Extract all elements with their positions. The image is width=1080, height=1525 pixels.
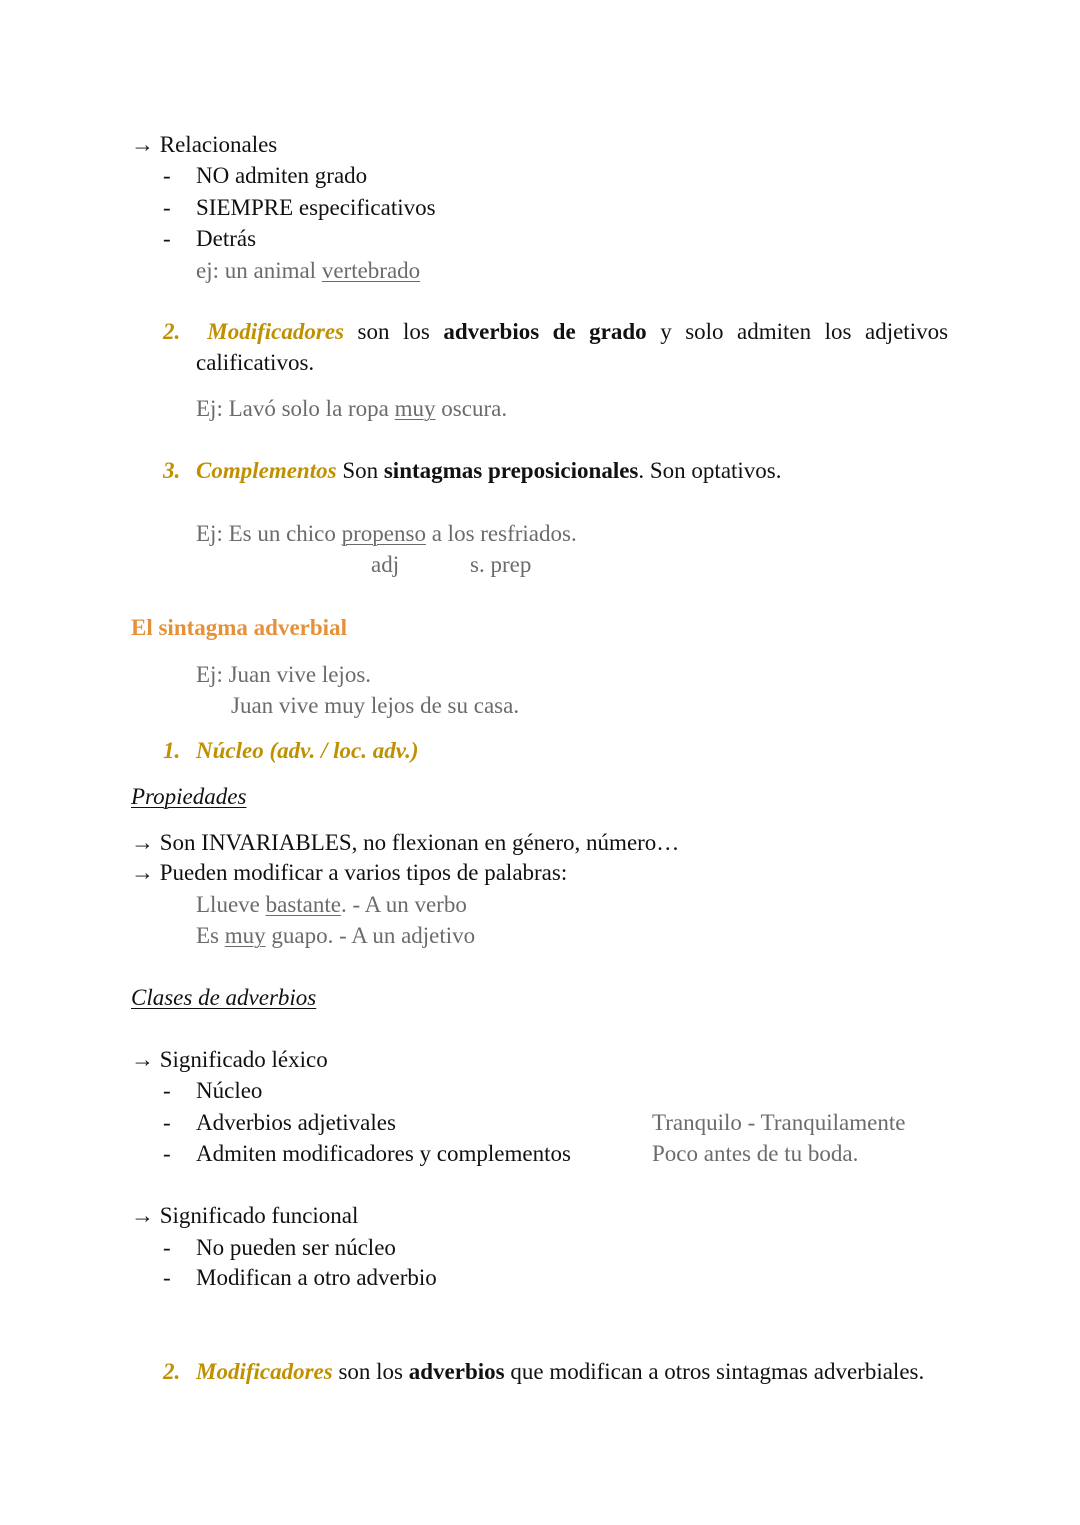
list-item-text: Núcleo (196, 1078, 263, 1103)
list-item-text: Admiten modificadores y complementos (196, 1141, 571, 1166)
adj-modificadores-line2: calificativos. (196, 350, 315, 375)
example-underlined: muy (224, 923, 266, 948)
dash-icon: - (163, 1078, 171, 1103)
adv-modificadores-line (163, 1356, 924, 1387)
arrow-icon: → (131, 830, 154, 855)
example-underlined: propenso (341, 521, 426, 546)
body-text: son los (357, 319, 430, 344)
adj-complementos-example (196, 518, 577, 549)
relacionales-title: Relacionales (159, 132, 278, 157)
body-text: son los (332, 1359, 409, 1384)
example-text: Ej: Es un chico (196, 521, 342, 546)
bold-text: sintagmas preposicionales (383, 458, 639, 483)
section-title: Modificadores (196, 1359, 333, 1384)
body-text: Son (336, 458, 384, 483)
nucleo-heading (163, 735, 418, 766)
dash-icon: - (163, 195, 171, 220)
section-number: 1. (163, 738, 181, 763)
list-item-text: No pueden ser núcleo (196, 1235, 396, 1260)
lexico-example-2: Poco antes de tu boda. (652, 1141, 859, 1166)
bold-text: adverbios de grado (443, 319, 647, 344)
clases-heading: Clases de adverbios (131, 985, 317, 1010)
list-item-text: Detrás (196, 226, 257, 251)
body-text: Significado léxico (159, 1047, 328, 1072)
body-text: Pueden modificar a varios tipos de palabras: (159, 860, 568, 885)
body-text: . Son optativos. (638, 458, 782, 483)
dash-icon: - (163, 1235, 171, 1260)
list-item-text: Modifican a otro adverbio (196, 1265, 437, 1290)
lexico-example-1: Tranquilo - Tranquilamente (652, 1110, 906, 1135)
sadv-example-2: Juan vive muy lejos de su casa. (231, 693, 520, 718)
section-title: Complementos (196, 458, 337, 483)
body-text: que modifican a otros sintagmas adverbiales. (504, 1359, 925, 1384)
example-underlined: bastante (265, 892, 341, 917)
example-text: ej: un animal (196, 258, 322, 283)
list-item-text: NO admiten grado (196, 163, 368, 188)
lexico-heading (131, 1044, 328, 1075)
label-sprep: s. prep (470, 552, 532, 577)
label-adj: adj (371, 552, 400, 577)
list-item-text: Adverbios adjetivales (196, 1110, 396, 1135)
section-number: 3. (163, 458, 181, 483)
bold-text: adverbios (408, 1359, 505, 1384)
funcional-heading (131, 1200, 358, 1231)
example-text: Ej: Lavó solo la ropa (196, 396, 395, 421)
propiedades-example-2 (196, 920, 475, 951)
adj-complementos-line (163, 455, 782, 486)
arrow-icon: → (131, 1203, 154, 1228)
relacionales-example (196, 255, 420, 286)
relacionales-heading (131, 129, 277, 160)
adj-modificadores-line1 (163, 316, 948, 347)
example-text: oscura. (435, 396, 508, 421)
section-title: Núcleo (adv. / loc. adv.) (196, 738, 419, 763)
body-text: Son INVARIABLES, no flexionan en género, número… (159, 830, 680, 855)
dash-icon: - (163, 1141, 171, 1166)
propiedades-line-1 (131, 827, 679, 858)
section-heading: El sintagma adverbial (131, 615, 347, 640)
dash-icon: - (163, 1110, 171, 1135)
example-underlined: muy (394, 396, 436, 421)
arrow-icon: → (131, 132, 154, 157)
dash-icon: - (163, 163, 171, 188)
example-text: Es (196, 923, 225, 948)
example-text: . - A un verbo (340, 892, 467, 917)
propiedades-example-1 (196, 889, 467, 920)
dash-icon: - (163, 226, 171, 251)
section-number: 2. Modificadores (163, 319, 344, 344)
example-text: a los resfriados. (425, 521, 577, 546)
body-text: Significado funcional (159, 1203, 359, 1228)
sadv-example-1: Ej: Juan vive lejos. (196, 662, 372, 687)
body-text: y solo admiten los adjetivos (660, 319, 949, 344)
section-number: 2. (163, 1359, 181, 1384)
list-item-text: SIEMPRE especificativos (196, 195, 436, 220)
dash-icon: - (163, 1265, 171, 1290)
arrow-icon: → (131, 1047, 154, 1072)
adj-modificadores-example (196, 393, 507, 424)
propiedades-line-2 (131, 857, 567, 888)
example-text: guapo. - A un adjetivo (265, 923, 476, 948)
arrow-icon: → (131, 860, 154, 885)
propiedades-heading: Propiedades (131, 784, 247, 809)
example-underlined: vertebrado (321, 258, 421, 283)
example-text: Llueve (196, 892, 266, 917)
